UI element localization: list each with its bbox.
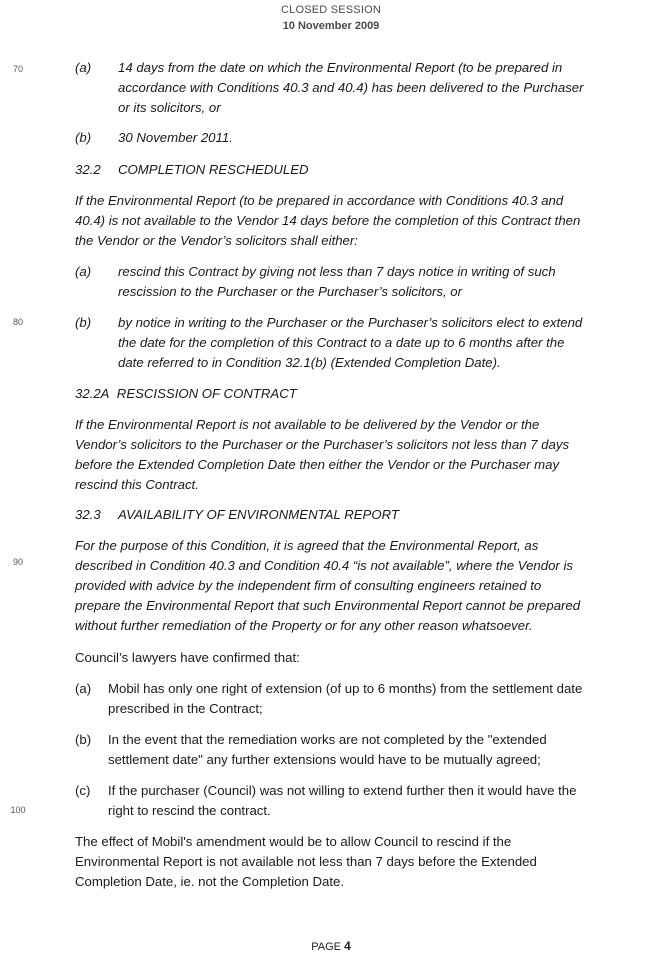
line-number: 70 [12,64,23,74]
section-number: 32.2 [75,162,101,177]
session-date: 10 November 2009 [282,20,380,32]
section-heading: COMPLETION RESCHEDULED [118,162,309,177]
paragraph-line: prepare the Environmental Report that such Environmental Report cannot be prepared [75,598,581,613]
note-label: (a) [75,681,92,696]
lawyers-intro: Council’s lawyers have confirmed that: [75,650,300,665]
note-label: (c) [75,783,91,798]
note-text: If the purchaser (Council) was not willing to extend further then it would have the [108,783,577,798]
page-footer [0,939,662,953]
paragraph-line: If the Environmental Report is not available to be delivered by the Vendor or the [75,417,540,432]
paragraph-line: provided with advice by the independent firm of consulting engineers retained to [75,578,542,593]
note-text: right to rescind the contract. [108,803,271,818]
list-label: (b) [75,130,92,145]
note-text: settlement date" any further extensions would have to be mutually agreed; [108,752,541,767]
paragraph-line: If the Environmental Report (to be prepared in accordance with Conditions 40.3 and [75,193,564,208]
list-item-text: 14 days from the date on which the Environmental Report (to be prepared in [118,60,563,75]
list-item-text: rescind this Contract by giving not less than 7 days notice in writing of such [118,264,556,279]
section-number: 32.3 [75,507,101,522]
note-text: prescribed in the Contract; [108,701,263,716]
paragraph-line: without further remediation of the Property or for any other reason whatsoever. [75,618,533,633]
paragraph-line: Completion Date, ie. not the Completion Date. [75,874,345,889]
list-item-text: the date for the completion of this Contract to a date up to 6 months after the [118,335,565,350]
note-text: In the event that the remediation works are not completed by the "extended [108,732,547,747]
paragraph-line: The effect of Mobil's amendment would be to allow Council to rescind if the [75,834,512,849]
paragraph-line: rescind this Contract. [75,477,199,492]
page-label: PAGE [311,941,341,953]
paragraph-line: 40.4) is not available to the Vendor 14 days before the completion of this Contract then [75,213,581,228]
section-heading: RESCISSION OF CONTRACT [116,386,297,401]
line-number: 80 [12,317,23,327]
line-number: 100 [10,805,26,815]
paragraph-line: Vendor’s solicitors to the Purchaser or the Purchaser’s solicitors not less than 7 days [75,437,570,452]
section-heading-full [75,384,297,404]
paragraph-line: described in Condition 40.3 and Condition 40.4 “is not available”, where the Vendor is [75,558,574,573]
session-header: CLOSED SESSION [281,4,381,16]
paragraph-line: Environmental Report is not available not less than 7 days before the Extended [75,854,537,869]
list-item-text: by notice in writing to the Purchaser or the Purchaser’s solicitors elect to extend [118,315,583,330]
line-number: 90 [12,557,23,567]
section-number: 32.2A [75,386,110,401]
list-label: (a) [75,60,92,75]
list-item-text: accordance with Conditions 40.3 and 40.4) has been delivered to the Purchaser [118,80,584,95]
list-label: (a) [75,264,92,279]
page-number: 4 [344,939,351,953]
paragraph-line: before the Extended Completion Date then either the Vendor or the Purchaser may [75,457,560,472]
note-label: (b) [75,732,92,747]
list-item-text: 30 November 2011. [118,130,233,145]
list-item-text: or its solicitors, or [118,100,221,115]
section-heading: AVAILABILITY OF ENVIRONMENTAL REPORT [118,507,399,522]
list-label: (b) [75,315,92,330]
note-text: Mobil has only one right of extension (of up to 6 months) from the settlement date [108,681,583,696]
paragraph-line: the Vendor or the Vendor’s solicitors shall either: [75,233,358,248]
paragraph-line: For the purpose of this Condition, it is agreed that the Environmental Report, as [75,538,539,553]
list-item-text: date referred to in Condition 32.1(b) (Extended Completion Date). [118,355,501,370]
list-item-text: rescission to the Purchaser or the Purchaser’s solicitors, or [118,284,462,299]
